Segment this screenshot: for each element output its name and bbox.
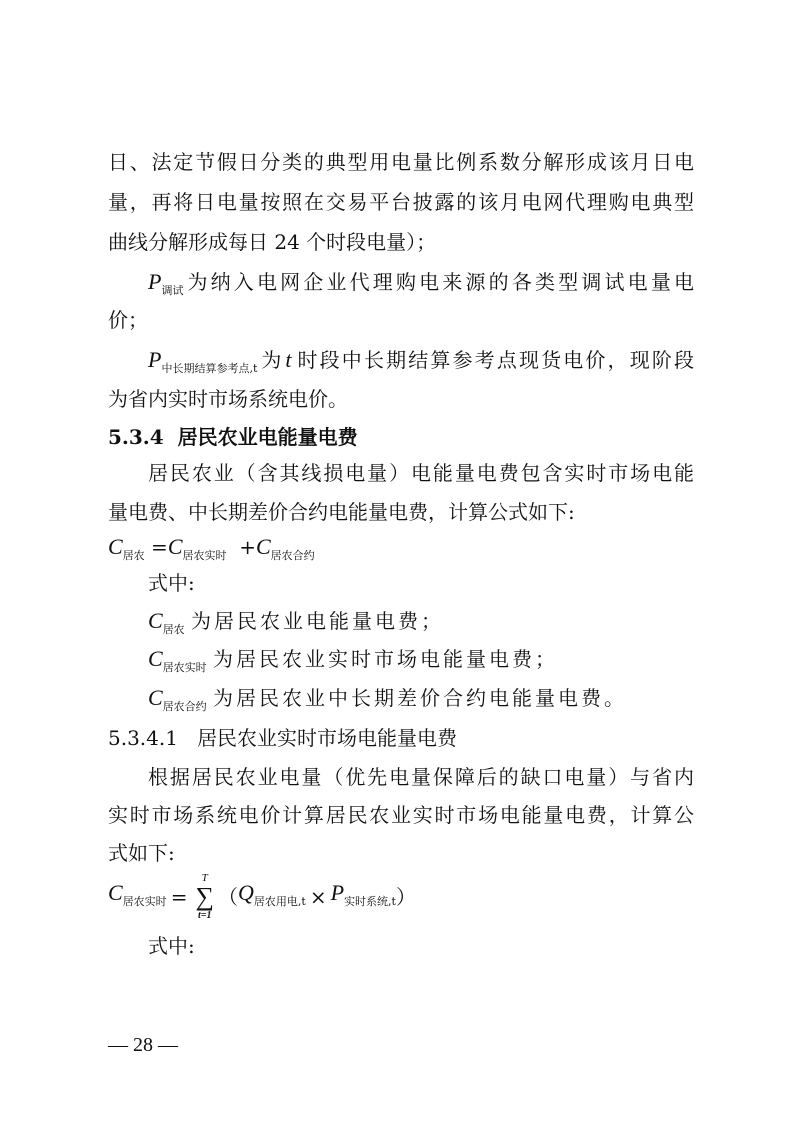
operator: +: [239, 535, 256, 559]
symbol: C: [148, 608, 163, 633]
definition: [148, 646, 558, 681]
section-title: 居民农业电能量电费: [177, 425, 358, 449]
symbol: C: [167, 534, 183, 559]
subsection-heading: [108, 725, 457, 751]
subscript: 居农合约: [270, 549, 315, 562]
operator: =: [170, 885, 188, 909]
paragraph-line: 式如下:: [108, 841, 175, 865]
formula-total: [108, 534, 315, 569]
paragraph-line: 量，再将日电量按照在交易平台披露的该月电网代理购电典型: [108, 190, 694, 214]
subscript: 中长期结算参考点,t: [161, 362, 258, 375]
paren: （: [218, 885, 238, 909]
def-p-mlt: [148, 347, 694, 382]
symbol: C: [148, 685, 163, 710]
symbol: P: [148, 269, 162, 294]
text: 时段中长期结算参考点现货电价，现阶段: [297, 348, 694, 372]
subscript: 实时系统,t: [344, 894, 396, 908]
subscript: 居农用电,t: [253, 894, 306, 908]
symbol: C: [108, 534, 123, 559]
subscript: 居农合约: [162, 700, 207, 713]
page-number: — 28 —: [108, 1034, 178, 1056]
subsection-title: 居民农业实时市场电能量电费: [197, 726, 458, 750]
subscript: 居农: [162, 623, 185, 636]
paragraph-line: 价；: [108, 308, 148, 332]
paragraph-line: 实时市场系统电价计算居民农业实时市场电能量电费，计算公: [108, 803, 694, 827]
definition: [148, 608, 444, 643]
subscript: 居农实时: [162, 661, 207, 674]
definition: [148, 685, 627, 720]
subscript: 居农实时: [182, 549, 227, 562]
subscript: 调试: [161, 284, 184, 297]
symbol: C: [148, 646, 163, 671]
subscript: 居农: [122, 549, 145, 562]
symbol: C: [255, 534, 271, 559]
symbol: C: [108, 879, 123, 905]
symbol: Q: [238, 879, 254, 905]
text: 为居民农业中长期差价合约电能量电费。: [213, 686, 628, 710]
text: 为居民农业实时市场电能量电费；: [213, 647, 559, 671]
section-heading: [108, 424, 358, 450]
def-p-debug: [148, 269, 694, 304]
paragraph-line: 曲线分解形成每日 24 个时段电量）；: [108, 230, 437, 254]
sum-upper: T: [201, 872, 208, 884]
formula-realtime: [108, 872, 416, 922]
sum-lower: t=1: [197, 910, 212, 921]
section-number: 5.3.4: [108, 425, 164, 449]
text: 为纳入电网企业代理购电来源的各类型调试电量电: [187, 270, 694, 294]
where-label: 式中:: [148, 934, 195, 958]
sum-sign: ∑: [195, 882, 214, 911]
paragraph-line: 居民农业（含其线损电量）电能量电费包含实时市场电能: [148, 461, 694, 485]
symbol: P: [330, 879, 345, 905]
where-label: 式中:: [148, 571, 195, 595]
text: 为居民农业电能量电费；: [191, 609, 445, 633]
operator: =: [151, 535, 168, 559]
paragraph-line: 根据居民农业电量（优先电量保障后的缺口电量）与省内: [148, 765, 694, 789]
paren: ）: [395, 885, 416, 909]
summation-symbol: [195, 872, 214, 922]
text: 为: [261, 348, 282, 372]
symbol-t: t: [285, 347, 292, 372]
paragraph-line: 日、法定节假日分类的典型用电量比例系数分解形成该月日电: [108, 150, 694, 174]
subscript: 居农实时: [122, 894, 167, 908]
paragraph-line: 为省内实时市场系统电价。: [108, 387, 348, 411]
paragraph-line: 量电费、中长期差价合约电能量电费，计算公式如下:: [108, 500, 575, 524]
operator: ×: [309, 885, 327, 909]
symbol: P: [148, 347, 162, 372]
subsection-number: 5.3.4.1: [108, 726, 178, 750]
